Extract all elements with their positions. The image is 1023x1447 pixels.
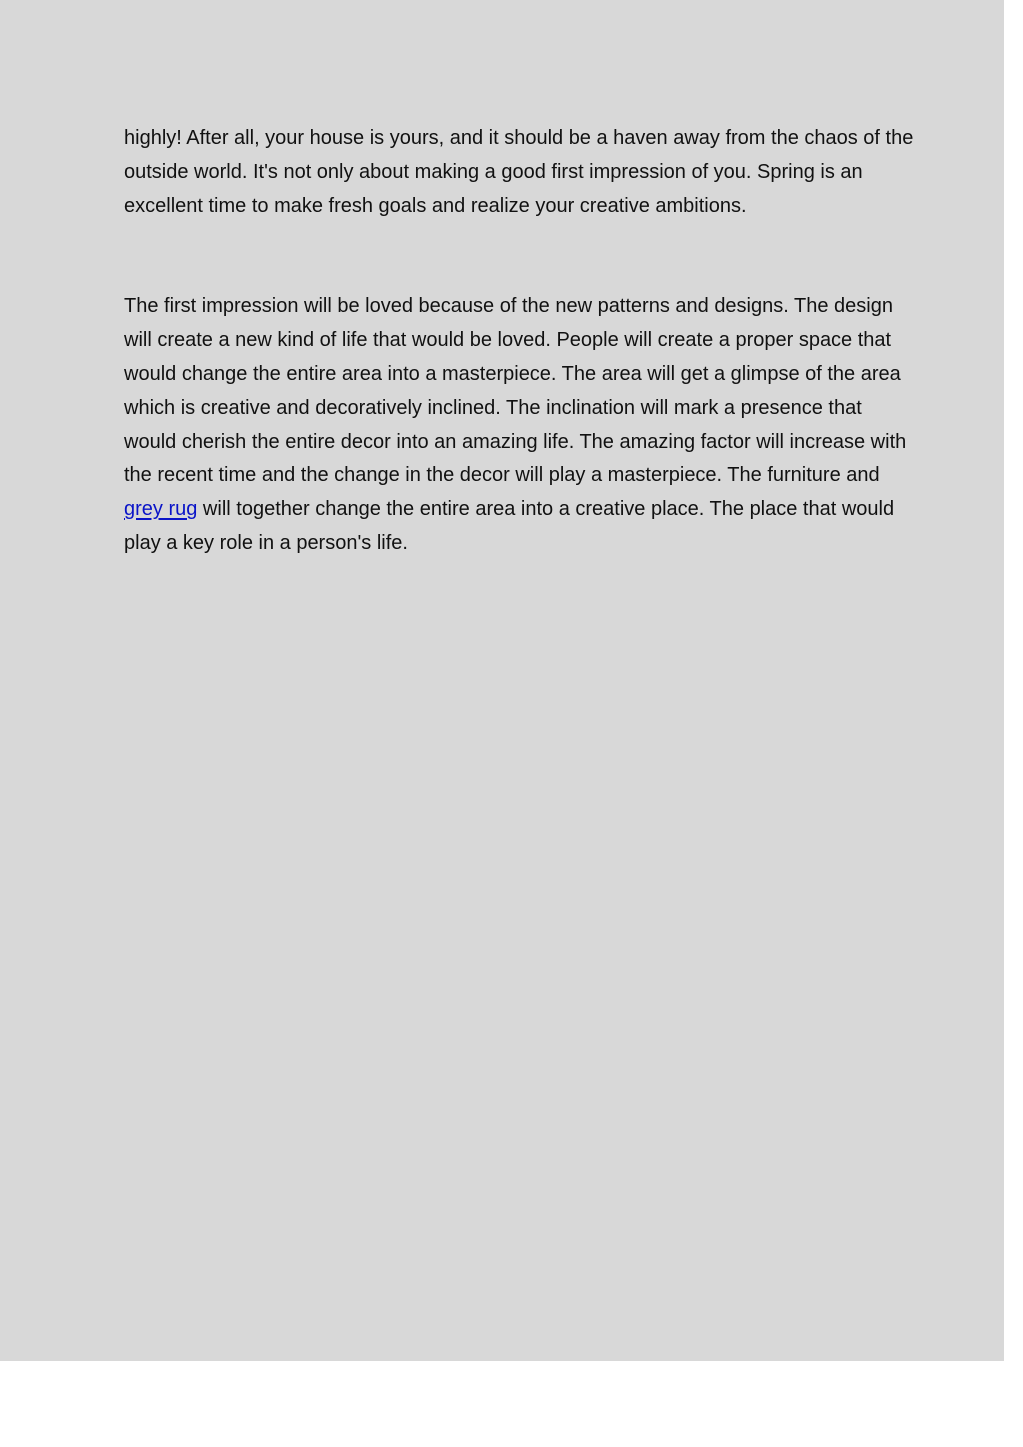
- paragraph-2: [124, 290, 914, 560]
- paragraph-2-text-after-link: will together change the entire area into a creative place. The place that would play a key role in a person's life.: [124, 498, 895, 554]
- paragraph-2-text-before-link: The first impression will be loved because of the new patterns and designs. The design will create a new kind of life that would be loved. People will create a proper space that would change the entire area into a masterpiece. The area will get a glimpse of the area which is creative and decoratively inclined. The inclination will mark a presence that would cherish the entire decor into an amazing life. The amazing factor will increase with the recent time and the change in the decor will play a masterpiece. The furniture and: [124, 295, 907, 487]
- grey-rug-link[interactable]: grey rug: [124, 498, 198, 521]
- document-body: [124, 122, 914, 561]
- paragraph-1: highly! After all, your house is yours, and it should be a haven away from the chaos of the outside world. It's not only about making a good first impression of you. Spring is an excellent time to make fresh goals and realize your creative ambitions.: [124, 127, 914, 217]
